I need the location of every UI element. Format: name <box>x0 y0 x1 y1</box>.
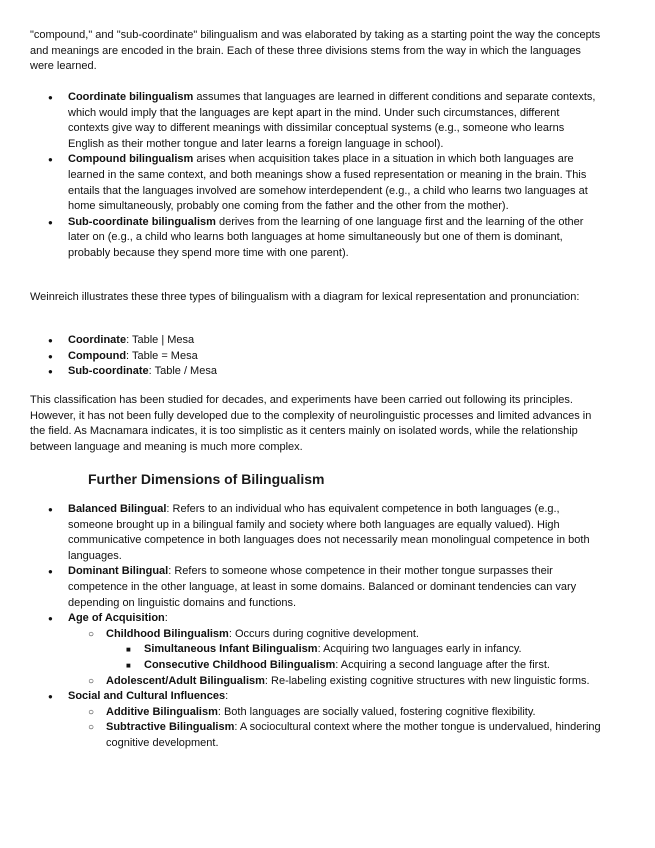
list-item-childhood-bilingualism: ○ Childhood Bilingualism: Occurs during cognitive development. <box>0 627 601 643</box>
square-bullet-icon <box>126 658 131 674</box>
bullet-icon <box>48 502 53 518</box>
list-item-adolescent-adult: ○ Adolescent/Adult Bilingualism: Re-labeling existing cognitive structures with new linguistic forms. <box>0 674 601 690</box>
list-item-simultaneous-infant: ■ Simultaneous Infant Bilingualism: Acquiring two languages early in infancy. <box>0 642 601 658</box>
diagram-item-coordinate: ● Coordinate: Table | Mesa <box>0 333 601 349</box>
list-item-additive-bilingualism: ○ Additive Bilingualism: Both languages are socially valued, fostering cognitive flexibility. <box>0 705 601 721</box>
weinreich-types-list <box>0 90 655 262</box>
bullet-icon <box>48 215 53 231</box>
dimensions-list <box>0 502 655 752</box>
list-item-consecutive-childhood: ■ Consecutive Childhood Bilingualism: Acquiring a second language after the first. <box>0 658 601 674</box>
list-item-compound: ● Compound bilingualism arises when acquisition takes place in a situation in which both languages are learned in the same context, and both meanings show a fused representation or meaning in the brain. This entails that the languages involved are somehow interdependent (e.g., a child who learns two languages at home simultaneously, probably one coming from the father and the other from the mother). <box>0 152 601 214</box>
bullet-icon <box>48 689 53 705</box>
classification-paragraph: This classification has been studied for decades, and experiments have been carried out following its principles. However, it has not been fully developed due to the complexity of neurolinguistic processes and limited advances in the field. As Macnamara indicates, it is too simplistic as it centers mainly on isolated words, while the relationship between language and meaning is much more complex. <box>30 394 592 453</box>
circle-bullet-icon <box>88 720 94 736</box>
diagram-item-compound: ● Compound: Table = Mesa <box>0 349 601 365</box>
diagram-list <box>0 333 655 380</box>
intro-paragraph: "compound," and "sub-coordinate" bilingualism and was elaborated by taking as a starting point the way the concepts and meanings are encoded in the brain. Each of these three divisions stems from the way in which the languages were learned. <box>30 29 601 73</box>
bullet-icon <box>48 333 53 349</box>
bullet-icon <box>48 152 53 168</box>
bullet-icon <box>48 611 53 627</box>
diagram-item-sub-coordinate: ● Sub-coordinate: Table / Mesa <box>0 364 601 380</box>
bullet-icon <box>48 564 53 580</box>
list-item-sub-coordinate: ● Sub-coordinate bilingualism derives from the learning of one language first and the learning of the other later on (e.g., a child who learns both languages at home simultaneously but one of them is dominant, probably because they spend more time with one parent). <box>0 215 601 262</box>
list-item-dominant-bilingual: ● Dominant Bilingual: Refers to someone whose competence in their mother tongue surpasses their competence in the other language, at least in some domains. Balanced or dominant tendencies can vary depending on linguistic domains and functions. <box>0 564 601 611</box>
diagram-intro-paragraph: Weinreich illustrates these three types of bilingualism with a diagram for lexical representation and pronunciation: <box>30 291 580 303</box>
list-item-social-cultural: ● Social and Cultural Influences: <box>0 689 601 705</box>
list-item-coordinate: ● Coordinate bilingualism assumes that languages are learned in different conditions and separate contexts, which would imply that the languages are kept apart in the mind. Under such circumstances, different contexts give way to different meanings with dissimilar conceptual systems (e.g., someone who learns English as their mother tongue and later learns a foreign language in school). <box>0 90 601 152</box>
list-item-subtractive-bilingualism: ○ Subtractive Bilingualism: A sociocultural context where the mother tongue is undervalued, hindering cognitive development. <box>0 720 601 751</box>
square-bullet-icon <box>126 642 131 658</box>
bullet-icon <box>48 364 53 380</box>
circle-bullet-icon <box>88 627 94 643</box>
circle-bullet-icon <box>88 674 94 690</box>
list-item-age-of-acquisition: ● Age of Acquisition: <box>0 611 601 627</box>
section-heading: Further Dimensions of Bilingualism <box>88 471 325 487</box>
bullet-icon <box>48 90 53 106</box>
bullet-icon <box>48 349 53 365</box>
list-item-balanced-bilingual: ● Balanced Bilingual: Refers to an individual who has equivalent competence in both languages (e.g., someone brought up in a bilingual family and society where both languages are equally valued). High communicative competence in both languages does not necessarily mean monolingual competence in both languages. <box>0 502 601 564</box>
circle-bullet-icon <box>88 705 94 721</box>
